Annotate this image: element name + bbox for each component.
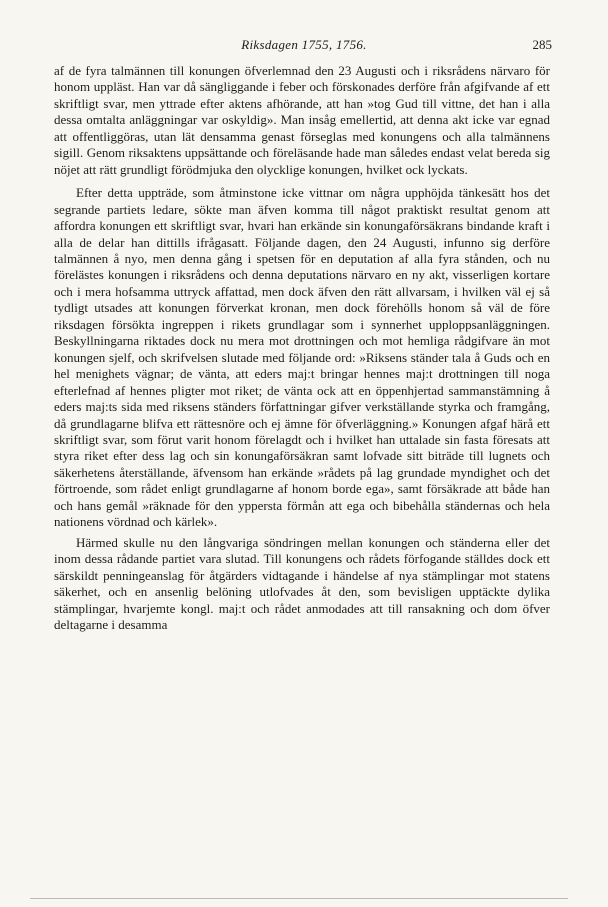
paragraph-3: Härmed skulle nu den långvariga söndringen mellan konungen och ständerna eller det inom dessa rådande partiet vara slutad. Till konungens och rådets förfogande ställdes dock ett särskildt penningeanslag för åtgärders vidtagande i händelse af nya stämplingar mot statens säkerhet, och en ansenlig belöning utlofvades åt den, som bevisligen upptäckte dylika stämplingar, hvarjemte kongl. maj:t och rådet anmodades att till ransakning och dom öfver deltagarne i desamma — [54, 534, 550, 632]
page-title: Riksdagen 1755, 1756. — [241, 37, 367, 52]
page-number: 285 — [532, 37, 552, 52]
paragraph-2: Efter detta uppträde, som åtminstone icke vittnar om några upphöjda tänkesätt hos det segrande partiets ledare, sökte man äfven komma till något praktiskt resultat genom att affordra konungen ett skriftligt svar, hvari han erkände sin konungaförsäkrans bindande kraft i alla de delar han dittills ifrågasatt. Följande dagen, den 24 Augusti, infunno sig derföre talmännen å nyo, men denna gång i spetsen för en deputation af alla fyra stånden, och nu förelästes konungen i riksrådens och denna deputations närvaro en ny akt, visserligen kortare och i mera hofsamma uttryck affattad, men dock äfven den rätt allvarsam, i hvilken väl ej så tydligt utsades att konungen förverkat kronan, men dock förehölls honom så väl de före riksdagen försökta ingreppen i rikets grundlagar som i synnerhet upploppsanläggningen. Beskyllningarna riktades dock nu mera mot drottningen och mot hemliga rådgifvare än mot konungen sjelf, och skrifvelsen slutade med följande ord: »Riksens ständer tala å Guds och en hel menighets vägnar; de vänta, att eders maj:t bringar hennes maj:t drottningen till noga efterlefnad af hennes pligter mot riket; de vänta ock att en öppenhjertad sammanstämning å eders maj:ts sida med riksens ständers författningar gifver verkställande styrka och framgång, då grundlagarne blifva ett rättesnöre och ej ämne för öfverläggning.» Konungen afgaf härå ett skriftligt svar, som förut varit honom förelagdt och i hvilket han uttalade sin fasta föresats att styra riket efter dess lag och sin konungaförsäkran samt lofvade sitt biträde till lugnets och säkerhetens återställande, äfvensom han erkände »rådets på lag grundade myndighet och det förtroende, som rådet enligt grundlagarne af honom borde ega», samt försäkrade att både han och hans gemål »räknade för den yppersta förmån att ega och bibehålla ständernas och hela nationens vördnad och kärlek». — [54, 185, 550, 530]
running-head — [0, 37, 608, 57]
paragraph-1: af de fyra talmännen till konungen öfverlemnad den 23 Augusti och i riksrådens närvaro för honom uppläst. Han var då sängliggande i feber och förskonades derföre från afgifvande af ett skriftligt svar, men yttrade efter aktens afhörande, att han »tog Gud till vittne, det han i alla dessa omtalta anläggningar var oskyldig». Man insåg emellertid, att denna akt icke var egnad att offentliggöras, utan lät densamma genast förseglas med konungens och alla talmännens sigill. Genom riksaktens uppsättande och föreläsande hade man således endast velat bereda sig nöjet att rätt grundligt förödmjuka den olycklige konungen, hvilket ock lyckats. — [54, 63, 550, 177]
body-text — [54, 63, 550, 633]
page-bottom-edge — [30, 898, 568, 899]
